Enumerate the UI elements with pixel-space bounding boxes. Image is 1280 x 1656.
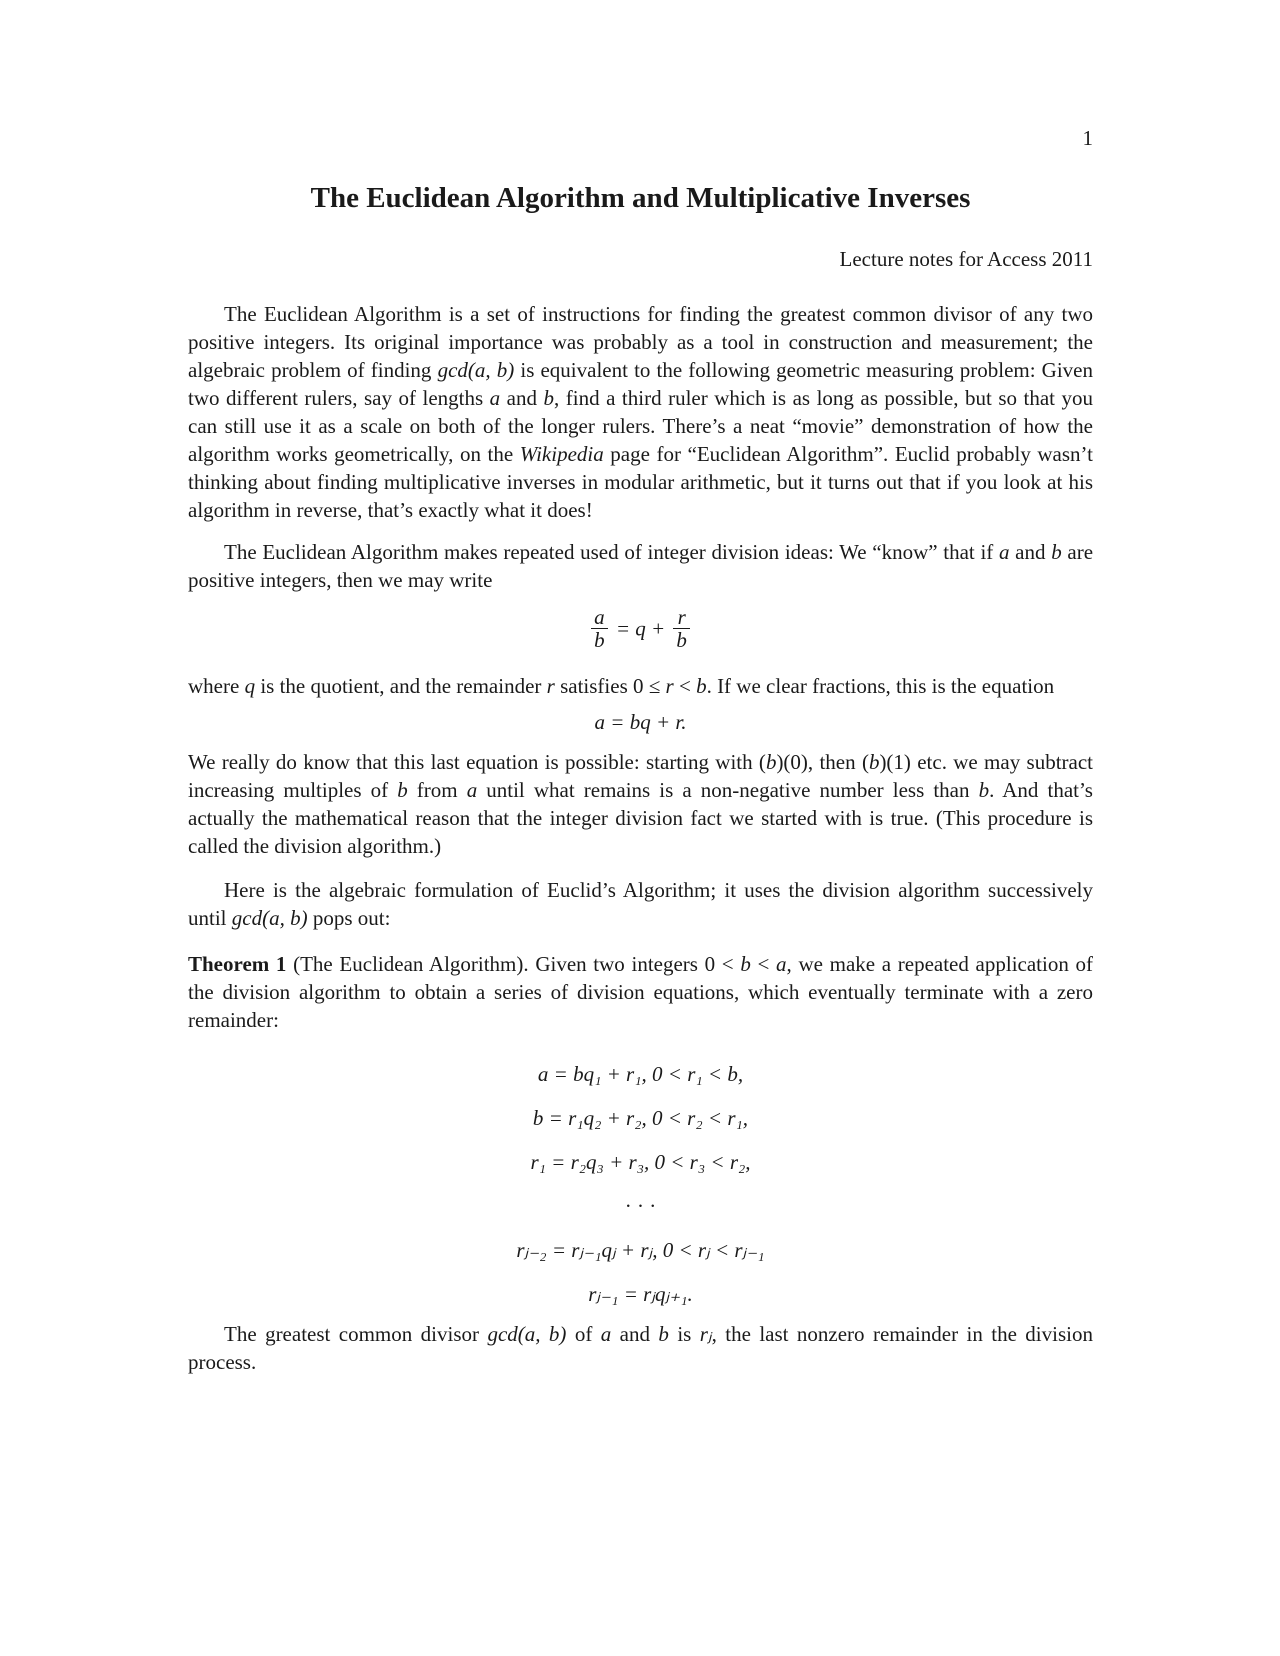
equation-a-bq-r: a = bq + r. <box>594 710 687 734</box>
fraction-denominator: b <box>594 628 605 652</box>
text-run: and <box>500 386 544 410</box>
math-gcd: gcd(a, b) <box>437 358 515 382</box>
math-var-r: r <box>665 674 674 698</box>
ellipsis: · · · <box>624 1194 657 1218</box>
theorem-statement <box>188 950 1093 1034</box>
text-run: until what remains is a non-negative number less than <box>477 778 979 802</box>
math-var-b: b <box>978 778 990 802</box>
fraction-numerator: r <box>673 606 690 629</box>
text-run: < <box>673 674 697 698</box>
math-var-b: b <box>696 674 707 698</box>
text-run: . If we clear fractions, this is the equation <box>706 674 1055 698</box>
math-var-a: a <box>466 778 478 802</box>
math-var-b: b <box>868 750 880 774</box>
text-run: , the last nonzero remainder in the division process. <box>188 1322 1093 1374</box>
math-var-b: b <box>1051 540 1062 564</box>
text-run: Here is the algebraic formulation of Euclid’s Algorithm; it uses the division algorithm successively until <box>188 878 1093 930</box>
division-equation: a = bq₁ + r₁, 0 < r₁ < b, <box>537 1062 744 1086</box>
math-var-r: r <box>546 674 555 698</box>
fraction-denominator: b <box>676 628 687 652</box>
math-var-b: b <box>543 386 554 410</box>
equation-list <box>188 1052 1093 1316</box>
fraction-equation <box>188 606 1093 662</box>
document-title: The Euclidean Algorithm and Multiplicative Inverses <box>310 182 971 214</box>
text-run: pops out: <box>307 906 391 930</box>
fraction-a-over-b <box>591 606 608 651</box>
math-var-a: a <box>489 386 501 410</box>
text-run: is <box>668 1322 700 1346</box>
math-var-a: a <box>600 1322 612 1346</box>
document-subtitle: Lecture notes for Access 2011 <box>839 247 1093 271</box>
equation-middle: = q + <box>615 616 666 641</box>
document-page <box>188 0 1093 1656</box>
text-run: is equivalent to the following geometric measuring problem: Given two different rulers, say of lengths <box>188 358 1094 410</box>
paragraph-formulation <box>188 876 1093 932</box>
math-var-b: b <box>740 952 751 976</box>
text-run: The greatest common divisor <box>224 1322 488 1346</box>
text-run: Given two integers 0 < <box>528 952 741 976</box>
text-run: from <box>407 778 467 802</box>
math-gcd: gcd(a, b) <box>231 906 308 930</box>
division-equation: rⱼ₋₁ = rⱼqⱼ₊₁. <box>588 1282 693 1306</box>
theorem-label: Theorem 1 <box>188 952 287 976</box>
paragraph-conclusion <box>188 1320 1093 1376</box>
wikipedia-reference: Wikipedia <box>519 442 604 466</box>
text-run: , find a third ruler which is as long as possible, but so that you can still use it as a scale on both of the longer rulers. There’s a neat “movie” demonstration of how the algorithm works geometrically, on the <box>188 386 1094 466</box>
math-var-q: q <box>244 674 256 698</box>
math-var-a: a <box>998 540 1010 564</box>
division-equation: rⱼ₋₂ = rⱼ₋₁qⱼ + rⱼ, 0 < rⱼ < rⱼ₋₁ <box>516 1238 765 1262</box>
paragraph-intro <box>188 300 1093 524</box>
math-var-b: b <box>397 778 408 802</box>
division-equation: r₁ = r₂q₃ + r₃, 0 < r₃ < r₂, <box>530 1150 751 1174</box>
division-equation: b = r₁q₂ + r₂, 0 < r₂ < r₁, <box>532 1106 749 1130</box>
text-run: The Euclidean Algorithm is a set of instructions for finding the greatest common divisor of any two positive integers. Its original importance was probably as a tool in construction and measurement; the algebraic problem of finding <box>188 302 1093 382</box>
text-run: and <box>1009 540 1052 564</box>
math-gcd: gcd(a, b) <box>487 1322 567 1346</box>
text-run: We really do know that this last equation is possible: starting with ( <box>188 750 766 774</box>
text-run: . And that’s actually the mathematical reason that the integer division fact we started with is true. (This procedure is called the division algorithm.) <box>188 778 1093 858</box>
paragraph-possible <box>188 748 1093 860</box>
text-run: is the quotient, and the remainder <box>255 674 547 698</box>
text-run: The Euclidean Algorithm makes repeated used of integer division ideas: We “know” that if <box>224 540 999 564</box>
paragraph-quotient <box>188 672 1093 700</box>
fraction-numerator: a <box>591 606 608 629</box>
page-number: 1 <box>1082 126 1093 150</box>
text-run: < <box>750 952 777 976</box>
text-run: where <box>188 674 245 698</box>
text-run: satisfies 0 ≤ <box>554 674 666 698</box>
text-run: )(1) etc. we may subtract increasing multiples of <box>188 750 1093 802</box>
text-run: are positive integers, then we may write <box>188 540 1094 592</box>
fraction-r-over-b <box>673 606 690 651</box>
math-var-b: b <box>658 1322 669 1346</box>
math-var-rj: rⱼ <box>699 1322 712 1346</box>
text-run: page for “Euclidean Algorithm”. Euclid probably wasn’t thinking about finding multiplicative inverses in modular arithmetic, but it turns out that if you look at his algorithm in reverse, that’s exactly what it does! <box>188 442 1093 522</box>
text-run: )(0), then ( <box>776 750 869 774</box>
math-var-b: b <box>765 750 777 774</box>
paragraph-division <box>188 538 1093 594</box>
body-text <box>188 300 1093 1376</box>
text-run: of <box>566 1322 601 1346</box>
text-run: and <box>611 1322 659 1346</box>
math-var-a: a <box>776 952 787 976</box>
theorem-name: (The Euclidean Algorithm). <box>286 952 529 976</box>
text-run: , we make a repeated application of the division algorithm to obtain a series of division equations, which eventually terminate with a zero remainder: <box>188 952 1094 1032</box>
